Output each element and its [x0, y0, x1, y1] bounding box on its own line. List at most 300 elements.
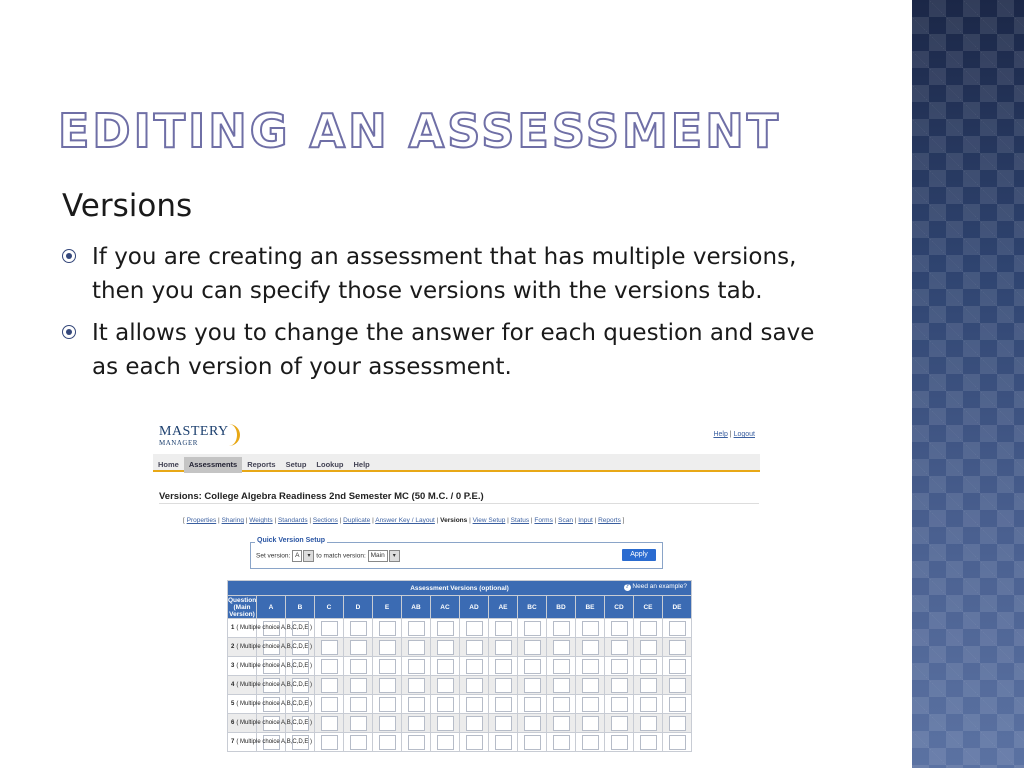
sublink[interactable]: Standards	[277, 517, 308, 524]
sublink[interactable]: Weights	[249, 517, 273, 524]
answer-cell	[518, 638, 547, 657]
answer-input[interactable]	[582, 659, 599, 674]
answer-cell	[344, 657, 373, 676]
answer-input[interactable]	[640, 659, 657, 674]
answer-cell	[431, 733, 460, 752]
answer-cell	[489, 676, 518, 695]
answer-cell	[663, 638, 692, 657]
answer-cell	[634, 638, 663, 657]
answer-input[interactable]	[582, 735, 599, 750]
question-description: ( Multiple choice A,B,C,D,E )	[236, 663, 313, 669]
answer-cell	[344, 638, 373, 657]
slide-title: EDITING AN ASSESSMENT	[58, 104, 782, 158]
logo-main-text: MASTERY	[159, 424, 229, 439]
question-number: 4	[231, 682, 235, 688]
table-row	[228, 676, 692, 695]
answer-cell	[576, 619, 605, 638]
question-description: ( Multiple choice A,B,C,D,E )	[236, 644, 313, 650]
answer-input[interactable]	[524, 659, 541, 674]
answer-input[interactable]	[611, 735, 628, 750]
answer-cell	[576, 695, 605, 714]
answer-input[interactable]	[495, 678, 512, 693]
answer-input[interactable]	[553, 716, 570, 731]
answer-cell	[547, 638, 576, 657]
answer-input[interactable]	[495, 735, 512, 750]
answer-input[interactable]	[611, 678, 628, 693]
sublink[interactable]: Duplicate	[343, 517, 371, 524]
answer-cell	[344, 714, 373, 733]
dropdown-arrow-icon[interactable]: ▾	[303, 550, 314, 562]
answer-cell	[489, 695, 518, 714]
answer-input[interactable]	[611, 640, 628, 655]
answer-cell	[663, 733, 692, 752]
divider	[159, 503, 759, 504]
answer-cell	[431, 714, 460, 733]
question-column-header	[228, 596, 257, 619]
answer-cell	[489, 619, 518, 638]
question-cell	[228, 638, 313, 657]
answer-cell	[518, 676, 547, 695]
sublink-separator: |	[337, 517, 344, 524]
table-row	[228, 619, 692, 638]
answer-input[interactable]	[321, 678, 338, 693]
answer-cell	[547, 676, 576, 695]
answer-cell	[605, 733, 634, 752]
bullet-text: It allows you to change the answer for each question and save as each version of your assessment.	[92, 320, 815, 380]
answer-input[interactable]	[437, 640, 454, 655]
answer-cell	[431, 619, 460, 638]
answer-input[interactable]	[321, 716, 338, 731]
slide-subheading: Versions	[62, 188, 193, 224]
answer-input[interactable]	[379, 716, 396, 731]
answer-cell	[373, 619, 402, 638]
answer-cell	[460, 714, 489, 733]
answer-cell	[547, 714, 576, 733]
answer-cell	[344, 619, 373, 638]
answer-cell	[373, 676, 402, 695]
answer-cell	[663, 619, 692, 638]
sublink-separator: |	[272, 517, 278, 524]
answer-input[interactable]	[553, 697, 570, 712]
version-column-header: BC	[518, 596, 547, 619]
answer-cell	[518, 695, 547, 714]
version-column-header: AD	[460, 596, 489, 619]
answer-input[interactable]	[669, 716, 686, 731]
nav-item[interactable]: Help	[353, 460, 370, 469]
answer-cell	[605, 714, 634, 733]
answer-input[interactable]	[437, 697, 454, 712]
answer-cell	[518, 657, 547, 676]
answer-input[interactable]	[553, 659, 570, 674]
version-column-header: CE	[634, 596, 663, 619]
answer-cell	[605, 638, 634, 657]
answer-input[interactable]	[466, 678, 483, 693]
sublink[interactable]: View Setup	[472, 517, 506, 524]
version-column-header: BD	[547, 596, 576, 619]
answer-input[interactable]	[524, 716, 541, 731]
answer-input[interactable]	[350, 621, 367, 636]
answer-cell	[431, 676, 460, 695]
version-column-header: AB	[402, 596, 431, 619]
answer-cell	[315, 676, 344, 695]
sublink[interactable]: Properties	[186, 517, 217, 524]
answer-input[interactable]	[524, 621, 541, 636]
apply-button[interactable]: Apply	[622, 549, 656, 561]
answer-input[interactable]	[379, 678, 396, 693]
answer-input[interactable]	[350, 678, 367, 693]
nav-item[interactable]: Home	[158, 460, 179, 469]
answer-input[interactable]	[466, 659, 483, 674]
sublink-separator: |	[307, 517, 313, 524]
version-column-header: AE	[489, 596, 518, 619]
version-column-header: B	[286, 596, 315, 619]
answer-cell	[373, 638, 402, 657]
answer-input[interactable]	[495, 697, 512, 712]
answer-input[interactable]	[408, 659, 425, 674]
version-column-header: E	[373, 596, 402, 619]
answer-input[interactable]	[437, 659, 454, 674]
answer-input[interactable]	[408, 678, 425, 693]
answer-cell	[315, 638, 344, 657]
sublink[interactable]: Status	[510, 517, 530, 524]
answer-cell	[605, 695, 634, 714]
sublink-separator: |	[434, 517, 441, 524]
answer-input[interactable]	[379, 735, 396, 750]
answer-input[interactable]	[408, 697, 425, 712]
answer-input[interactable]	[553, 640, 570, 655]
answer-cell	[402, 619, 431, 638]
answer-input[interactable]	[640, 621, 657, 636]
answer-input[interactable]	[321, 621, 338, 636]
answer-cell	[518, 733, 547, 752]
answer-cell	[576, 733, 605, 752]
answer-input[interactable]	[466, 621, 483, 636]
answer-cell	[402, 657, 431, 676]
answer-cell	[460, 733, 489, 752]
answer-input[interactable]	[321, 659, 338, 674]
answer-cell	[344, 676, 373, 695]
bracket: [	[183, 517, 187, 524]
table-row	[228, 714, 692, 733]
dropdown-arrow-icon[interactable]: ▾	[389, 550, 400, 562]
table-row	[228, 657, 692, 676]
answer-cell	[315, 657, 344, 676]
match-version-select[interactable]: Main	[368, 550, 388, 562]
sublink[interactable]: Sections	[312, 517, 338, 524]
answer-cell	[663, 676, 692, 695]
answer-input[interactable]	[466, 716, 483, 731]
answer-input[interactable]	[321, 735, 338, 750]
quick-version-setup	[250, 537, 663, 569]
answer-cell	[402, 695, 431, 714]
answer-cell	[634, 714, 663, 733]
answer-input[interactable]	[553, 678, 570, 693]
match-version-label: to match version:	[316, 552, 366, 560]
question-cell	[228, 733, 313, 752]
answer-input[interactable]	[408, 716, 425, 731]
answer-input[interactable]	[582, 640, 599, 655]
need-example-link[interactable]	[624, 583, 687, 591]
answer-input[interactable]	[611, 621, 628, 636]
answer-cell	[402, 638, 431, 657]
answer-input[interactable]	[611, 659, 628, 674]
answer-cell	[460, 657, 489, 676]
answer-input[interactable]	[379, 640, 396, 655]
answer-input[interactable]	[408, 640, 425, 655]
answer-input[interactable]	[437, 678, 454, 693]
sublink-current: Versions	[440, 517, 468, 524]
answer-cell	[547, 657, 576, 676]
question-cell	[228, 695, 313, 714]
question-description: ( Multiple choice A,B,C,D,E )	[236, 701, 313, 707]
answer-cell	[460, 695, 489, 714]
nav-item[interactable]: Setup	[285, 460, 307, 469]
question-number: 2	[231, 644, 235, 650]
answer-cell	[634, 619, 663, 638]
answer-input[interactable]	[350, 735, 367, 750]
answer-cell	[663, 714, 692, 733]
answer-input[interactable]	[582, 621, 599, 636]
question-description: ( Multiple choice A,B,C,D,E )	[236, 682, 313, 688]
sublink-separator: |	[243, 517, 250, 524]
answer-cell	[402, 676, 431, 695]
page-heading: Versions: College Algebra Readiness 2nd Semester MC (50 M.C. / 0 P.E.)	[159, 491, 484, 502]
table-title-cell	[228, 581, 692, 596]
answer-input[interactable]	[495, 640, 512, 655]
sublink-separator: |	[505, 517, 511, 524]
nav-item[interactable]: Assessments	[184, 457, 242, 473]
question-cell	[228, 657, 313, 676]
version-column-header: CD	[605, 596, 634, 619]
answer-cell	[489, 638, 518, 657]
sublink[interactable]: Input	[578, 517, 593, 524]
answer-cell	[663, 695, 692, 714]
answer-input[interactable]	[611, 697, 628, 712]
answer-input[interactable]	[524, 697, 541, 712]
need-example-text[interactable]: Need an example?	[632, 583, 687, 590]
answer-input[interactable]	[466, 735, 483, 750]
answer-cell	[315, 619, 344, 638]
answer-cell	[576, 714, 605, 733]
quick-setup-row	[256, 550, 400, 562]
logo-swoosh-icon	[223, 424, 240, 446]
table-title-row	[228, 581, 692, 596]
answer-cell	[605, 657, 634, 676]
answer-cell	[576, 676, 605, 695]
sublink[interactable]: Scan	[558, 517, 573, 524]
answer-cell	[663, 657, 692, 676]
link-separator: |	[729, 431, 732, 438]
answer-input[interactable]	[379, 697, 396, 712]
question-cell	[228, 619, 313, 638]
answer-input[interactable]	[669, 621, 686, 636]
question-number: 7	[231, 739, 235, 745]
help-circle-icon[interactable]: ?	[625, 584, 629, 590]
table-row	[228, 638, 692, 657]
answer-input[interactable]	[524, 640, 541, 655]
help-link[interactable]: Help	[713, 431, 728, 438]
answer-cell	[489, 657, 518, 676]
nav-item[interactable]: Lookup	[316, 460, 344, 469]
answer-cell	[547, 619, 576, 638]
set-version-select[interactable]: A	[292, 550, 302, 562]
question-description: ( Multiple choice A,B,C,D,E )	[236, 625, 313, 631]
table-row	[228, 733, 692, 752]
version-column-header: DE	[663, 596, 692, 619]
app-screenshot	[153, 420, 760, 768]
answer-cell	[518, 619, 547, 638]
answer-cell	[402, 714, 431, 733]
answer-input[interactable]	[350, 697, 367, 712]
answer-input[interactable]	[321, 697, 338, 712]
answer-cell	[373, 657, 402, 676]
sublink-separator: |	[370, 517, 376, 524]
logo-sub-text: MANAGER	[159, 439, 198, 447]
answer-input[interactable]	[553, 621, 570, 636]
answer-input[interactable]	[669, 640, 686, 655]
set-version-label: Set version:	[256, 552, 291, 560]
bullet-item	[62, 316, 842, 384]
version-column-header: C	[315, 596, 344, 619]
answer-input[interactable]	[437, 735, 454, 750]
answer-cell	[634, 695, 663, 714]
answer-input[interactable]	[379, 659, 396, 674]
radio-bullet-icon	[62, 249, 76, 263]
assessment-versions-table	[227, 580, 692, 752]
sublink-separator: |	[592, 517, 599, 524]
answer-cell	[576, 657, 605, 676]
sublink-separator: |	[552, 517, 559, 524]
decorative-side-band	[912, 0, 1024, 768]
answer-cell	[431, 638, 460, 657]
sublink-separator: |	[572, 517, 579, 524]
answer-cell	[373, 714, 402, 733]
answer-cell	[547, 695, 576, 714]
answer-input[interactable]	[640, 678, 657, 693]
bullet-list	[62, 240, 842, 392]
answer-input[interactable]	[321, 640, 338, 655]
question-description: ( Multiple choice A,B,C,D,E )	[236, 720, 313, 726]
version-column-header: D	[344, 596, 373, 619]
answer-cell	[373, 733, 402, 752]
answer-cell	[634, 733, 663, 752]
answer-input[interactable]	[640, 640, 657, 655]
bullet-item	[62, 240, 842, 308]
assessment-sublinks	[183, 517, 624, 524]
answer-input[interactable]	[495, 659, 512, 674]
answer-input[interactable]	[350, 716, 367, 731]
sublink-separator: |	[216, 517, 222, 524]
table-header-row	[228, 596, 692, 619]
question-number: 1	[231, 625, 235, 631]
question-number: 6	[231, 720, 235, 726]
radio-bullet-icon	[62, 325, 76, 339]
question-description: ( Multiple choice A,B,C,D,E )	[236, 739, 313, 745]
answer-input[interactable]	[495, 621, 512, 636]
answer-input[interactable]	[582, 697, 599, 712]
sublink[interactable]: Answer Key / Layout	[375, 517, 435, 524]
answer-cell	[518, 714, 547, 733]
answer-cell	[402, 733, 431, 752]
answer-input[interactable]	[611, 716, 628, 731]
answer-input[interactable]	[669, 735, 686, 750]
bracket: ]	[620, 517, 625, 524]
answer-input[interactable]	[524, 735, 541, 750]
question-cell	[228, 676, 313, 695]
answer-input[interactable]	[524, 678, 541, 693]
answer-cell	[431, 695, 460, 714]
main-nav	[153, 454, 760, 472]
answer-cell	[373, 695, 402, 714]
table-title: Assessment Versions (optional)	[410, 584, 509, 592]
answer-input[interactable]	[553, 735, 570, 750]
top-links	[713, 431, 755, 438]
answer-input[interactable]	[582, 716, 599, 731]
quick-setup-legend: Quick Version Setup	[257, 537, 326, 544]
answer-input[interactable]	[466, 697, 483, 712]
answer-cell	[431, 657, 460, 676]
answer-input[interactable]	[582, 678, 599, 693]
answer-input[interactable]	[669, 697, 686, 712]
question-number: 3	[231, 663, 235, 669]
mastery-manager-logo	[159, 424, 229, 447]
answer-input[interactable]	[408, 735, 425, 750]
version-column-header: AC	[431, 596, 460, 619]
answer-input[interactable]	[437, 621, 454, 636]
bullet-text: If you are creating an assessment that has multiple versions, then you can specify those versions with the versions tab.	[92, 244, 797, 304]
answer-input[interactable]	[408, 621, 425, 636]
sublink[interactable]: Sharing	[221, 517, 244, 524]
answer-input[interactable]	[437, 716, 454, 731]
version-column-header: BE	[576, 596, 605, 619]
question-header-line1: Question	[228, 596, 257, 604]
answer-cell	[576, 638, 605, 657]
answer-input[interactable]	[640, 697, 657, 712]
answer-cell	[634, 676, 663, 695]
answer-cell	[344, 733, 373, 752]
nav-item[interactable]: Reports	[247, 460, 276, 469]
sublink-separator: |	[529, 517, 535, 524]
answer-cell	[315, 733, 344, 752]
answer-cell	[315, 695, 344, 714]
logout-link[interactable]: Logout	[733, 431, 755, 438]
question-number: 5	[231, 701, 235, 707]
answer-input[interactable]	[669, 678, 686, 693]
answer-cell	[460, 619, 489, 638]
sublink[interactable]: Forms	[534, 517, 553, 524]
answer-input[interactable]	[350, 659, 367, 674]
answer-input[interactable]	[466, 640, 483, 655]
question-header-line2: (Main Version)	[229, 603, 255, 618]
answer-cell	[460, 638, 489, 657]
answer-cell	[605, 676, 634, 695]
answer-cell	[315, 714, 344, 733]
question-cell	[228, 714, 313, 733]
answer-input[interactable]	[640, 735, 657, 750]
answer-input[interactable]	[669, 659, 686, 674]
answer-input[interactable]	[350, 640, 367, 655]
answer-input[interactable]	[640, 716, 657, 731]
sublink-separator: |	[467, 517, 473, 524]
answer-cell	[460, 676, 489, 695]
answer-cell	[489, 714, 518, 733]
answer-input[interactable]	[379, 621, 396, 636]
answer-cell	[489, 733, 518, 752]
answer-cell	[634, 657, 663, 676]
answer-input[interactable]	[495, 716, 512, 731]
answer-cell	[344, 695, 373, 714]
sublink[interactable]: Reports	[598, 517, 621, 524]
